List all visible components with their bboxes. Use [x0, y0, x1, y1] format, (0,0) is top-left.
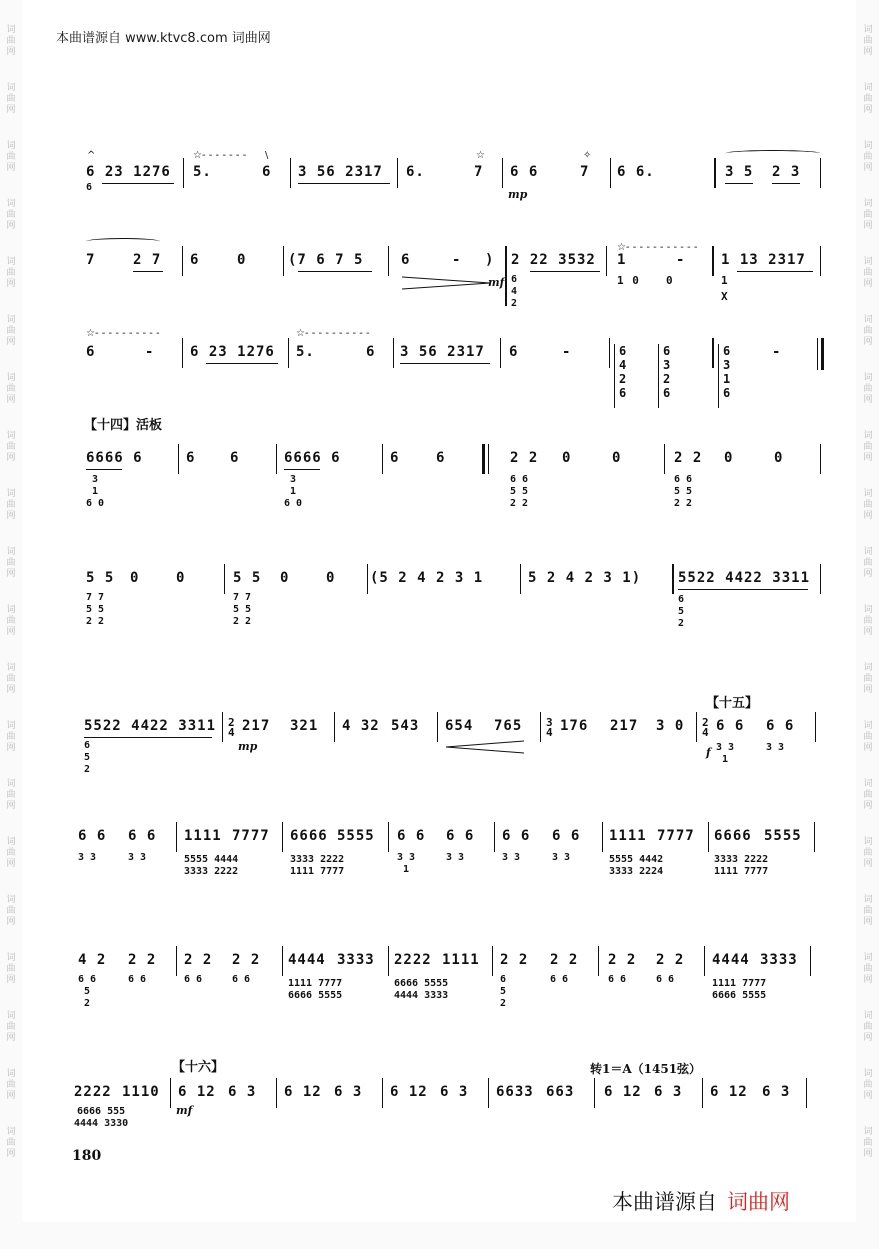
- watermark-glyph: 词: [6, 547, 16, 557]
- note-group: -: [562, 344, 572, 360]
- note-group: 6 23 1276: [86, 164, 171, 180]
- watermark-glyph: 曲: [6, 906, 16, 916]
- note-group: 6 6: [446, 828, 475, 844]
- note-group: ): [485, 252, 495, 268]
- watermark-glyph-group: [6, 663, 15, 696]
- watermark-glyph: 网: [863, 337, 873, 347]
- watermark-glyph: 词: [863, 373, 873, 383]
- note-group: 1 0: [617, 274, 640, 287]
- watermark-glyph: 词: [6, 315, 16, 325]
- note-group: 6 3: [762, 1084, 791, 1100]
- dynamic-mp: mp: [238, 740, 258, 753]
- note-group: 321: [290, 718, 319, 734]
- note-group: 6 6: [510, 164, 539, 180]
- watermark-glyph: 曲: [6, 152, 16, 162]
- lower-note: 6: [86, 182, 93, 193]
- staff-row-2: 7 2 7 6 0 (7 6 7 5 6 - ) mf 2 22 3532 6 4 2 ☆- - - - - - - - - - - 1 - 1 0 0 1 13 2317 1 X: [0, 238, 879, 318]
- watermark-glyph: 网: [863, 1091, 873, 1101]
- note-group: 663: [546, 1084, 575, 1100]
- watermark-glyph: 网: [6, 917, 16, 927]
- note-group: 6 6: [766, 718, 795, 734]
- watermark-glyph: 曲: [863, 674, 873, 684]
- note-group: 0: [666, 274, 674, 287]
- watermark-glyph: 网: [863, 511, 873, 521]
- watermark-glyph: 曲: [6, 268, 16, 278]
- staff-row-7: [0, 816, 879, 896]
- watermark-glyph: 词: [863, 141, 873, 151]
- note-group: 2 2: [674, 450, 703, 466]
- note-group: 6 6: [716, 718, 745, 734]
- note-group: 4444: [288, 952, 326, 968]
- watermark-glyph: 词: [6, 83, 16, 93]
- watermark-glyph: 词: [6, 431, 16, 441]
- watermark-glyph: 网: [6, 1033, 16, 1043]
- note-group: 6: [186, 450, 196, 466]
- watermark-glyph: 曲: [6, 442, 16, 452]
- lower-note: 3 1 6 0: [284, 474, 303, 509]
- note-group: 1: [721, 274, 729, 287]
- watermark-glyph: 曲: [6, 1022, 16, 1032]
- note-group: 6 12: [178, 1084, 216, 1100]
- note-group: 7: [86, 252, 96, 268]
- watermark-glyph: 网: [863, 743, 873, 753]
- watermark-glyph: 词: [863, 1127, 873, 1137]
- note-group: 6.: [406, 164, 425, 180]
- note-group: 6: [509, 344, 519, 360]
- watermark-glyph: 词: [863, 837, 873, 847]
- watermark-glyph: 曲: [863, 964, 873, 974]
- note-group: 1111: [442, 952, 480, 968]
- note-group: 5555: [764, 828, 802, 844]
- footer-source[interactable]: [612, 1186, 790, 1216]
- note-group: 0: [326, 570, 336, 586]
- watermark-glyph: 网: [863, 917, 873, 927]
- note-group: 5 2 4 2 3 1): [528, 570, 642, 586]
- note-group: 5.: [296, 344, 315, 360]
- note-group: 6 12: [284, 1084, 322, 1100]
- watermark-glyph: 词: [863, 1069, 873, 1079]
- watermark-glyph: 曲: [6, 94, 16, 104]
- note-group: 3333: [760, 952, 798, 968]
- watermark-glyph: 曲: [6, 964, 16, 974]
- lower-note: 3 3 1: [716, 742, 735, 765]
- note-group: 6 3: [334, 1084, 363, 1100]
- note-group: 6 3: [654, 1084, 683, 1100]
- watermark-glyph: 词: [863, 431, 873, 441]
- watermark-glyph: 词: [863, 547, 873, 557]
- watermark-glyph: 网: [6, 975, 16, 985]
- watermark-glyph: 词: [6, 489, 16, 499]
- note-group: (5 2 4 2 3 1: [370, 570, 484, 586]
- section-16-label: 【十六】: [172, 1060, 225, 1075]
- watermark-glyph: 网: [6, 395, 16, 405]
- lower-note: 6 6 5 5 2 2: [510, 474, 529, 509]
- note-group: 0: [724, 450, 734, 466]
- note-group: 654: [445, 718, 474, 734]
- watermark-glyph: 词: [6, 953, 16, 963]
- watermark-glyph-group: [6, 83, 15, 116]
- lower-note: 5555 4442 3333 2224: [609, 854, 664, 877]
- note-group: 2 2: [656, 952, 685, 968]
- watermark-glyph: 网: [6, 743, 16, 753]
- watermark-glyph: 网: [6, 47, 16, 57]
- crescendo-hairpin: [446, 740, 526, 754]
- watermark-glyph: 词: [6, 257, 16, 267]
- watermark-glyph: 曲: [6, 500, 16, 510]
- watermark-glyph: 词: [863, 953, 873, 963]
- note-group: 4444: [712, 952, 750, 968]
- page-number: 180: [72, 1148, 102, 1164]
- watermark-glyph: 网: [863, 221, 873, 231]
- watermark-glyph: 曲: [863, 36, 873, 46]
- note-group: 6 6: [502, 828, 531, 844]
- dynamic-mp: mp: [508, 188, 528, 201]
- note-group: 2 2: [608, 952, 637, 968]
- watermark-glyph: 词: [863, 199, 873, 209]
- watermark-glyph: 网: [6, 511, 16, 521]
- lower-note: 6 6: [608, 974, 627, 985]
- note-group: 1111: [184, 828, 222, 844]
- note-group: 6666 6: [284, 450, 341, 466]
- watermark-glyph: 词: [863, 779, 873, 789]
- watermark-glyph: 曲: [863, 500, 873, 510]
- note-group: 217: [242, 718, 271, 734]
- watermark-glyph: 词: [863, 83, 873, 93]
- note-group: 7: [474, 164, 484, 180]
- watermark-glyph: 网: [863, 47, 873, 57]
- note-group: 1: [617, 252, 627, 268]
- watermark-glyph: 词: [863, 605, 873, 615]
- note-group: 6 6: [78, 828, 107, 844]
- watermark-glyph: 曲: [6, 616, 16, 626]
- watermark-glyph: 网: [6, 163, 16, 173]
- note-group: 6 23 1276: [190, 344, 275, 360]
- watermark-glyph: 词: [6, 373, 16, 383]
- lower-note: 6 6: [128, 974, 147, 985]
- note-group: 6: [401, 252, 411, 268]
- note-group: 2 2: [184, 952, 213, 968]
- watermark-glyph: 词: [863, 489, 873, 499]
- note-group: 765: [494, 718, 523, 734]
- watermark-glyph: 词: [6, 605, 16, 615]
- lower-note: 3 3 1: [397, 852, 416, 875]
- lower-note: 5555 4444 3333 2222: [184, 854, 239, 877]
- note-group: 2 7: [133, 252, 162, 268]
- watermark-glyph: 词: [6, 895, 16, 905]
- watermark-glyph: 曲: [6, 326, 16, 336]
- watermark-glyph: 曲: [6, 1080, 16, 1090]
- note-group: 0: [774, 450, 784, 466]
- watermark-glyph: 词: [6, 663, 16, 673]
- note-group: -: [676, 252, 686, 268]
- watermark-glyph: 网: [863, 279, 873, 289]
- note-group: 2222: [74, 1084, 112, 1100]
- watermark-glyph: 网: [863, 569, 873, 579]
- watermark-glyph: 网: [6, 105, 16, 115]
- note-group: 6: [366, 344, 376, 360]
- lower-note: 3333 2222 1111 7777: [714, 854, 769, 877]
- watermark-glyph: 曲: [6, 210, 16, 220]
- staff-row-3: ☆- - - - - - - - - - 6 - 6 23 1276 ☆- - - - - - - - - - 5. 6 3 56 2317 6 - 6 4 2 6 6 3 2 6 6 3 1 6 -: [0, 328, 879, 418]
- section-14-label: 【十四】活板: [84, 418, 163, 433]
- watermark-glyph: 曲: [863, 1022, 873, 1032]
- lower-note: 3 3: [128, 852, 147, 863]
- note-group: 1110: [122, 1084, 160, 1100]
- note-group: -: [772, 344, 782, 360]
- note-group: 6: [86, 344, 96, 360]
- watermark-glyph: 网: [863, 627, 873, 637]
- lower-note: 6 6: [232, 974, 251, 985]
- watermark-glyph: 曲: [6, 384, 16, 394]
- watermark-glyph: 曲: [863, 558, 873, 568]
- chord-stack: 6 4 2 6: [619, 344, 627, 400]
- note-group: 6 12: [604, 1084, 642, 1100]
- watermark-glyph: 曲: [863, 326, 873, 336]
- note-group: 6 6: [552, 828, 581, 844]
- note-group: 6: [190, 252, 200, 268]
- lower-note: 7 7 5 5 2 2: [233, 592, 252, 627]
- watermark-glyph: 曲: [863, 732, 873, 742]
- lower-note: 6 6 5 5 2 2: [674, 474, 693, 509]
- note-group: 0: [562, 450, 572, 466]
- watermark-glyph: 网: [6, 627, 16, 637]
- watermark-glyph: 曲: [863, 790, 873, 800]
- note-group: 4 32: [342, 718, 380, 734]
- watermark-glyph: 网: [863, 801, 873, 811]
- dynamic-mf: mf: [488, 276, 505, 289]
- watermark-glyph: 曲: [863, 1138, 873, 1148]
- note-group: 5522 4422 3311: [84, 718, 217, 734]
- watermark-glyph: 词: [6, 199, 16, 209]
- watermark-glyph: 词: [6, 141, 16, 151]
- watermark-glyph-group: [863, 83, 872, 116]
- watermark-glyph: 词: [863, 895, 873, 905]
- note-group: 4 2: [78, 952, 107, 968]
- lower-note: 3 1 6 0: [86, 474, 105, 509]
- watermark-glyph: 曲: [6, 848, 16, 858]
- watermark-glyph: 词: [863, 257, 873, 267]
- watermark-glyph-group: [863, 663, 872, 696]
- note-group: 2 2: [128, 952, 157, 968]
- watermark-glyph: 网: [863, 685, 873, 695]
- watermark-glyph: 网: [6, 859, 16, 869]
- watermark-glyph: 曲: [863, 152, 873, 162]
- note-group: 6: [262, 164, 272, 180]
- note-group: 6 6: [397, 828, 426, 844]
- section-15-label: 【十五】: [706, 696, 759, 711]
- watermark-glyph: 网: [6, 569, 16, 579]
- lower-note: 6 6: [656, 974, 675, 985]
- dynamic-f: f: [706, 746, 711, 759]
- watermark-glyph: 曲: [6, 790, 16, 800]
- note-group: 6 6: [128, 828, 157, 844]
- note-group: 0: [612, 450, 622, 466]
- note-group: 3 56 2317: [298, 164, 383, 180]
- note-group: -: [452, 252, 462, 268]
- watermark-glyph: 网: [863, 105, 873, 115]
- note-group: 6 12: [710, 1084, 748, 1100]
- note-group: 0: [176, 570, 186, 586]
- watermark-glyph-group: [6, 25, 15, 58]
- lower-note: 6 6: [184, 974, 203, 985]
- watermark-glyph: 网: [6, 801, 16, 811]
- note-group: 3 5: [725, 164, 754, 180]
- watermark-glyph: 曲: [6, 36, 16, 46]
- watermark-glyph: 词: [6, 721, 16, 731]
- lower-note: 1111 7777 6666 5555: [288, 978, 343, 1001]
- lower-note: 6 6: [550, 974, 569, 985]
- watermark-glyph: 曲: [6, 1138, 16, 1148]
- lower-note: 3 3: [552, 852, 571, 863]
- note-group: 6633: [496, 1084, 534, 1100]
- note-group: 5.: [193, 164, 212, 180]
- note-group: 217: [610, 718, 639, 734]
- watermark-glyph: 词: [6, 779, 16, 789]
- note-group: 2 22 3532: [511, 252, 596, 268]
- watermark-glyph: 词: [863, 663, 873, 673]
- footer-brand-link[interactable]: 词曲网: [727, 1190, 790, 1214]
- note-group: 6: [390, 450, 400, 466]
- note-group: 5 5: [233, 570, 262, 586]
- note-group: 6666: [714, 828, 752, 844]
- note-group: 6: [436, 450, 446, 466]
- lower-note: 6 5 2: [678, 594, 685, 629]
- watermark-glyph: 词: [6, 837, 16, 847]
- note-group: 176: [560, 718, 589, 734]
- lower-note: 1111 7777 6666 5555: [712, 978, 767, 1001]
- watermark-glyph: 曲: [863, 616, 873, 626]
- dynamic-mf: mf: [176, 1104, 193, 1117]
- note-group: 5 5: [86, 570, 115, 586]
- watermark-glyph: 曲: [6, 558, 16, 568]
- lower-note: 3 3: [502, 852, 521, 863]
- watermark-glyph: 网: [863, 859, 873, 869]
- watermark-glyph: 曲: [863, 384, 873, 394]
- watermark-glyph: 网: [6, 221, 16, 231]
- note-group: -: [145, 344, 155, 360]
- watermark-glyph: 网: [863, 395, 873, 405]
- note-group: 3 56 2317: [400, 344, 485, 360]
- note-group: X: [721, 290, 729, 303]
- watermark-glyph: 曲: [863, 210, 873, 220]
- note-group: 6 6.: [617, 164, 655, 180]
- lower-note: 6 6 5 2: [78, 974, 97, 1009]
- watermark-glyph: 网: [863, 163, 873, 173]
- note-group: 6666: [290, 828, 328, 844]
- lower-note: 6666 5555 4444 3333: [394, 978, 449, 1001]
- staff-row-1: ^ 6 23 1276 6 5. ☆- - - - - - - \ 6 3 56 2317 6. ☆ 7 6 6 mp ✧ 7 6 6. 3 5 2 3: [0, 150, 879, 210]
- watermark-glyph: 网: [6, 453, 16, 463]
- watermark-glyph: 网: [863, 1149, 873, 1159]
- staff-row-5: [0, 558, 879, 658]
- staff-row-8: [0, 940, 879, 1030]
- watermark-glyph: 曲: [863, 268, 873, 278]
- note-group: 5555: [337, 828, 375, 844]
- note-group: 3 0: [656, 718, 685, 734]
- note-group: 0: [237, 252, 247, 268]
- note-group: 6 3: [228, 1084, 257, 1100]
- note-group: 6 12: [390, 1084, 428, 1100]
- watermark-glyph: 网: [6, 279, 16, 289]
- lower-note: 6 5 2: [84, 740, 91, 775]
- watermark-glyph: 网: [6, 1091, 16, 1101]
- watermark-glyph: 词: [863, 25, 873, 35]
- watermark-glyph: 词: [6, 1127, 16, 1137]
- note-group: 6: [230, 450, 240, 466]
- watermark-glyph: 网: [6, 337, 16, 347]
- note-group: 2 2: [500, 952, 529, 968]
- watermark-glyph: 网: [6, 685, 16, 695]
- watermark-glyph: 词: [6, 1069, 16, 1079]
- note-group: 7: [580, 164, 590, 180]
- note-group: 2 2: [510, 450, 539, 466]
- note-group: 7777: [657, 828, 695, 844]
- lower-note: 7 7 5 5 2 2: [86, 592, 105, 627]
- watermark-glyph: 曲: [863, 442, 873, 452]
- note-group: 6666 6: [86, 450, 143, 466]
- watermark-glyph: 词: [863, 721, 873, 731]
- lower-note: 3 3: [446, 852, 465, 863]
- note-group: (7 6 7 5: [288, 252, 364, 268]
- note-group: 0: [280, 570, 290, 586]
- watermark-glyph-group: [6, 895, 15, 928]
- watermark-glyph: 曲: [6, 674, 16, 684]
- watermark-glyph: 词: [6, 1011, 16, 1021]
- chord-stack: 6 3 2 6: [663, 344, 671, 400]
- watermark-glyph: 词: [863, 315, 873, 325]
- note-group: 2 3: [772, 164, 801, 180]
- note-group: 2 2: [550, 952, 579, 968]
- note-group: 1 13 2317: [721, 252, 806, 268]
- note-group: 2222: [394, 952, 432, 968]
- watermark-glyph: 网: [863, 1033, 873, 1043]
- note-group: 1111: [609, 828, 647, 844]
- watermark-glyph: 词: [6, 25, 16, 35]
- watermark-glyph: 曲: [6, 732, 16, 742]
- staff-row-9: [0, 1072, 879, 1142]
- decrescendo-hairpin: [402, 276, 492, 290]
- note-group: 6 3: [440, 1084, 469, 1100]
- note-group: 3333: [337, 952, 375, 968]
- watermark-glyph-group: [863, 25, 872, 58]
- watermark-glyph: 词: [863, 1011, 873, 1021]
- key-change-note: 转1＝A（1451弦）: [590, 1062, 702, 1076]
- note-group: 5522 4422 3311: [678, 570, 811, 586]
- watermark-glyph: 网: [6, 1149, 16, 1159]
- watermark-glyph: 曲: [863, 848, 873, 858]
- staff-row-4: [0, 438, 879, 538]
- watermark-glyph: 网: [863, 975, 873, 985]
- lower-note: 6666 555 4444 3330: [74, 1106, 129, 1129]
- footer-prefix: 本曲谱源自: [612, 1190, 717, 1214]
- source-note[interactable]: 本曲谱源自 www.ktvc8.com 词曲网: [56, 31, 271, 46]
- watermark-glyph-group: [863, 895, 872, 928]
- note-group: 7777: [232, 828, 270, 844]
- note-group: 0: [130, 570, 140, 586]
- note-group: 2 2: [232, 952, 261, 968]
- staff-row-6: 5522 4422 3311 6 5 2 2 4 217 mp 321 4 32 543 654 765 3 4 176 217 3 0 2 4 6 6 f 3 3 1 6 6 3 3: [0, 706, 879, 796]
- lower-note: 6 5 2: [500, 974, 507, 1009]
- chord-stack: 6 3 1 6: [723, 344, 731, 400]
- lower-note: 3333 2222 1111 7777: [290, 854, 345, 877]
- note-group: 543: [391, 718, 420, 734]
- watermark-glyph: 曲: [863, 94, 873, 104]
- watermark-glyph: 网: [863, 453, 873, 463]
- watermark-glyph: 曲: [863, 906, 873, 916]
- watermark-glyph: 曲: [863, 1080, 873, 1090]
- lower-note: 3 3: [78, 852, 97, 863]
